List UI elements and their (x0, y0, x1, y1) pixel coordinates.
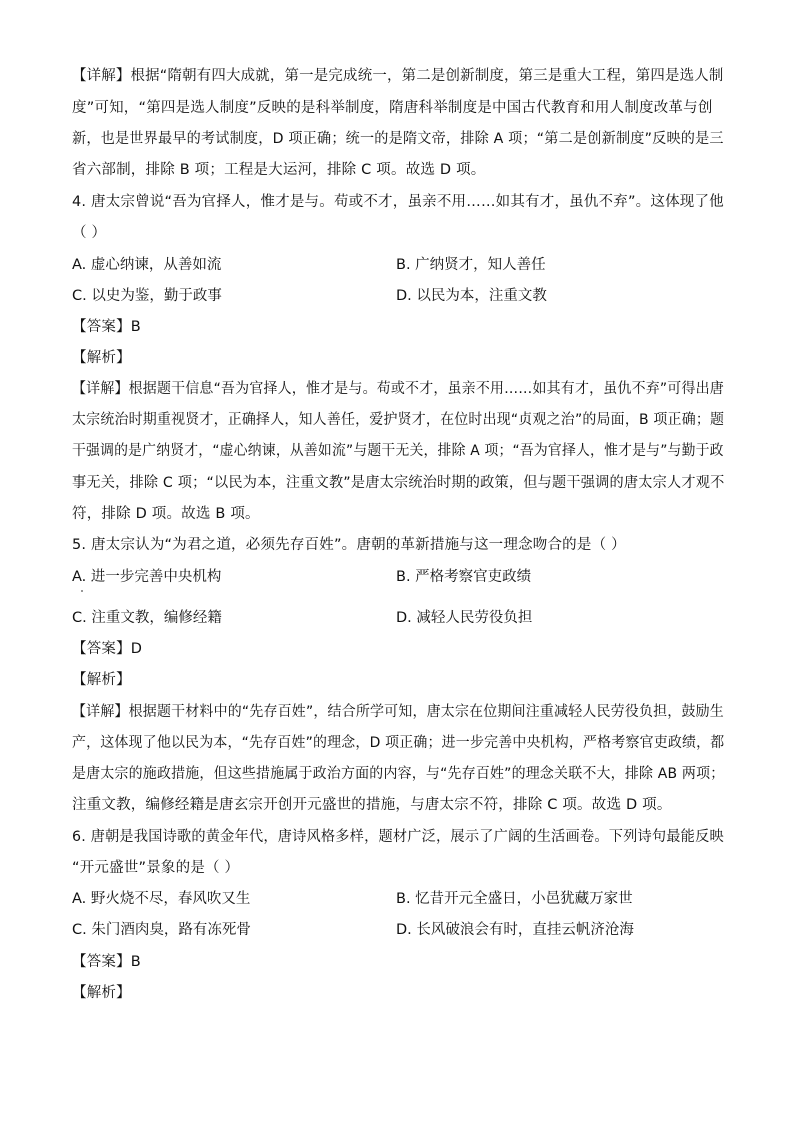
q4-detail-line-1: 【详解】根据题干信息“吾为官择人，惟才是与。苟或不才，虽亲不用……如其有才，虽仇不弃”可得出唐 (72, 381, 724, 397)
q5-analysis-heading: 【解析】 (72, 672, 131, 688)
q4-answer: 【答案】B (72, 319, 141, 335)
q5-option-b: B. 严格考察官吏政绩 (396, 569, 532, 585)
q4-detail-line-2: 太宗统治时期重视贤才，正确择人，知人善任，爱护贤才，在位时出现“贞观之治”的局面，B 项正确；题 (72, 412, 725, 428)
q6-answer: 【答案】B (72, 954, 141, 970)
q6-option-d: D. 长风破浪会有时，直挂云帆济沧海 (396, 922, 634, 938)
q5-option-d: D. 减轻人民劳役负担 (396, 610, 533, 626)
q5-detail-line-4: 注重文教，编修经籍是唐玄宗开创开元盛世的措施，与唐太宗不符，排除 C 项。故选 D 项。 (72, 797, 672, 813)
q5-option-a: A. 进一步完善中央机构 (72, 569, 222, 585)
q6-stem-line-1: 6. 唐朝是我国诗歌的黄金年代，唐诗风格多样，题材广泛，展示了广阔的生活画卷。下列诗句最能反映 (72, 829, 724, 845)
q4-detail-line-5: 符，排除 D 项。故选 B 项。 (72, 506, 260, 522)
q4-detail-line-3: 干强调的是广纳贤才，“虚心纳谏，从善如流”与题干无关，排除 A 项；“吾为官择人，惟才是与”与勤于政 (72, 443, 724, 459)
q3-detail-line-2: 度”可知，“第四是选人制度”反映的是科举制度，隋唐科举制度是中国古代教育和用人制度改革与创 (72, 100, 713, 116)
q4-analysis-heading: 【解析】 (72, 350, 131, 366)
q6-option-c: C. 朱门酒肉臭，路有冻死骨 (72, 922, 251, 938)
q4-option-a: A. 虚心纳谏，从善如流 (72, 257, 222, 273)
q5-detail-line-3: 是唐太宗的施政措施，但这些措施属于政治方面的内容，与“先存百姓”的理念关联不大，排除 AB 两项； (72, 766, 725, 782)
q4-stem-line-1: 4. 唐太宗曾说“吾为官择人，惟才是与。苟或不才，虽亲不用……如其有才，虽仇不弃”。这体现了他 (72, 194, 724, 210)
q5-option-c: C. 注重文教，编修经籍 (72, 610, 222, 626)
q6-stem-line-2: “开元盛世”景象的是（ ） (72, 860, 240, 876)
q4-option-d: D. 以民为本，注重文教 (396, 288, 547, 304)
q4-stem-line-2: （ ） (72, 225, 107, 241)
q4-option-b: B. 广纳贤才，知人善任 (396, 257, 546, 273)
q6-option-a: A. 野火烧不尽，春风吹又生 (72, 891, 251, 907)
scan-dot (81, 590, 83, 592)
q5-answer: 【答案】D (72, 641, 143, 657)
q6-option-b: B. 忆昔开元全盛日，小邑犹藏万家世 (396, 891, 633, 907)
q4-option-c: C. 以史为鉴，勤于政事 (72, 288, 222, 304)
q4-detail-line-4: 事无关，排除 C 项；“以民为本，注重文教”是唐太宗统治时期的政策，但与题干强调的唐太宗人才观不 (72, 475, 725, 491)
q3-detail-line-1: 【详解】根据“隋朝有四大成就，第一是完成统一，第二是创新制度，第三是重大工程，第四是选人制 (72, 68, 724, 84)
q5-stem-line-1: 5. 唐太宗认为“为君之道，必须先存百姓”。唐朝的革新措施与这一理念吻合的是（ ） (72, 537, 626, 553)
q3-detail-line-3: 新，也是世界最早的考试制度，D 项正确；统一的是隋文帝，排除 A 项；“第二是创新制度”反映的是三 (72, 131, 724, 147)
q5-detail-line-2: 产，这体现了他以民为本，“先存百姓”的理念，D 项正确；进一步完善中央机构，严格考察官吏政绩，都 (72, 735, 725, 751)
q5-detail-line-1: 【详解】根据题干材料中的“先存百姓”，结合所学可知，唐太宗在位期间注重减轻人民劳役负担，鼓励生 (72, 704, 724, 720)
q3-detail-line-4: 省六部制，排除 B 项；工程是大运河，排除 C 项。故选 D 项。 (72, 162, 486, 178)
q6-analysis-heading: 【解析】 (72, 985, 131, 1001)
